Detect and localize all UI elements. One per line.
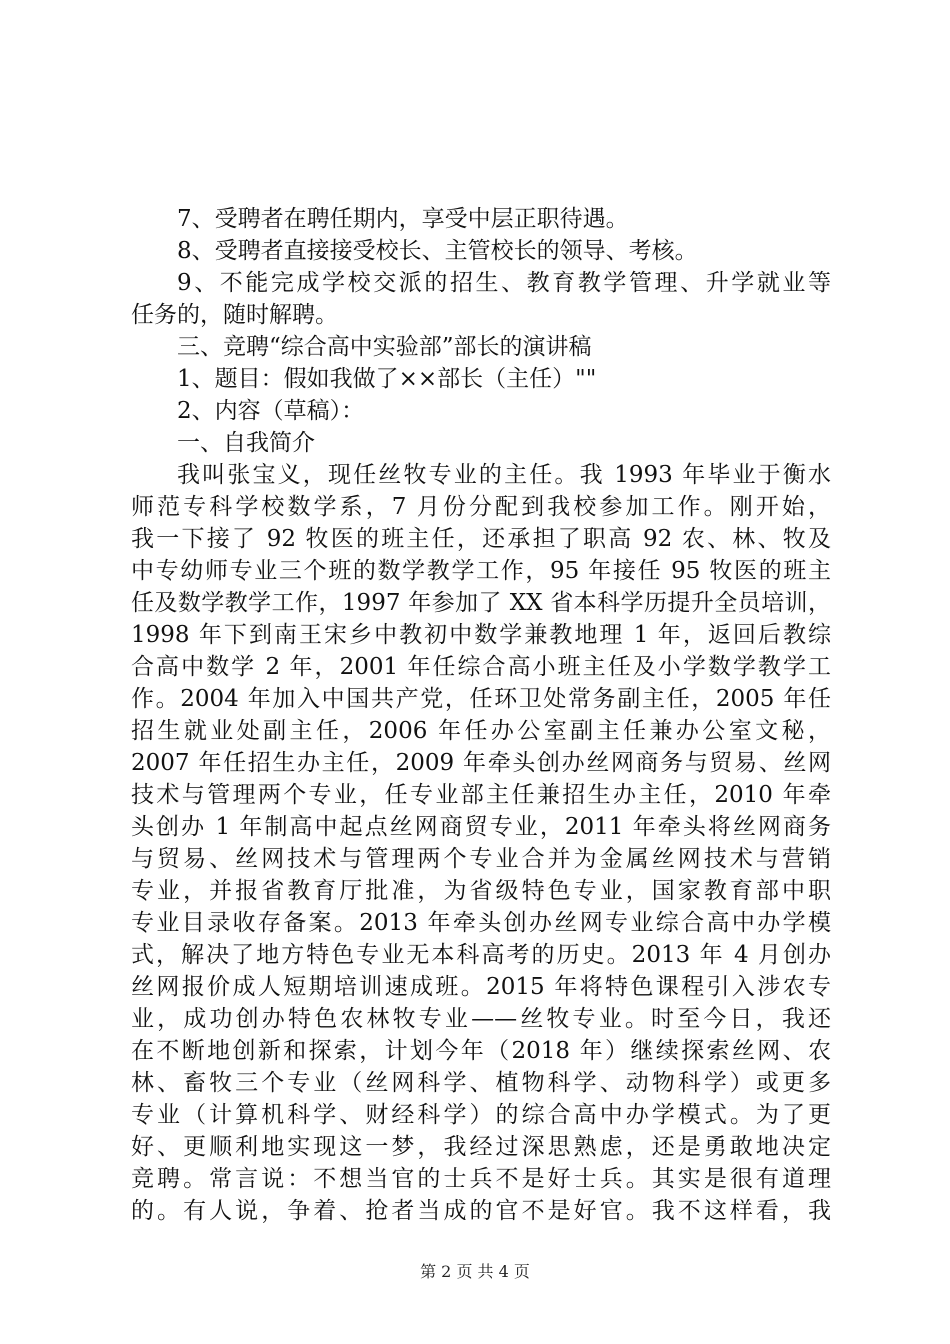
- paragraph-line: 式，解决了地方特色专业无本科高考的历史。2013 年 4 月创办: [131, 942, 831, 968]
- paragraph-line: 的。有人说，争着、抢者当成的官不是好官。我不这样看，我: [131, 1198, 831, 1224]
- page-footer: 第 2 页 共 4 页: [420, 1262, 530, 1281]
- paragraph-line: 专业目录收存备案。2013 年牵头创办丝网专业综合高中办学模: [131, 910, 831, 936]
- paragraph-line: 任及数学教学工作，1997 年参加了 XX 省本科学历提升全员培训，: [131, 590, 831, 616]
- paragraph-line: 业，成功创办特色农林牧专业——丝牧专业。时至今日，我还: [131, 1006, 831, 1032]
- paragraph-line: 7、受聘者在聘任期内，享受中层正职待遇。: [177, 206, 629, 232]
- paragraph-line: 作。2004 年加入中国共产党，任环卫处常务副主任，2005 年任: [131, 686, 831, 712]
- paragraph-line: 林、畜牧三个专业（丝网科学、植物科学、动物科学）或更多: [131, 1070, 831, 1096]
- paragraph-line: 好、更顺利地实现这一梦，我经过深思熟虑，还是勇敢地决定: [131, 1134, 831, 1160]
- paragraph-line: 1998 年下到南王宋乡中教初中数学兼教地理 1 年，返回后教综: [131, 622, 831, 648]
- paragraph-line: 师范专科学校数学系，7 月份分配到我校参加工作。刚开始，: [131, 494, 831, 520]
- paragraph-line: 任务的，随时解聘。: [131, 302, 338, 328]
- paragraph-line: 专业，并报省教育厅批准，为省级特色专业，国家教育部中职: [131, 878, 831, 904]
- paragraph-line: 与贸易、丝网技术与管理两个专业合并为金属丝网技术与营销: [131, 846, 831, 872]
- paragraph-line: 2007 年任招生办主任，2009 年牵头创办丝网商务与贸易、丝网: [131, 750, 831, 776]
- document-body: [131, 203, 831, 1227]
- paragraph-line: 在不断地创新和探索，计划今年（2018 年）继续探索丝网、农: [131, 1038, 831, 1064]
- paragraph-line: 中专幼师专业三个班的数学教学工作，95 年接任 95 牧医的班主: [131, 558, 831, 584]
- section-heading: 三、竞聘“综合高中实验部”部长的演讲稿: [177, 334, 592, 360]
- paragraph-line: 专业（计算机科学、财经科学）的综合高中办学模式。为了更: [131, 1102, 831, 1128]
- paragraph-line: 招生就业处副主任，2006 年任办公室副主任兼办公室文秘，: [131, 718, 831, 744]
- paragraph-line: 竞聘。常言说：不想当官的士兵不是好士兵。其实是很有道理: [131, 1166, 831, 1192]
- paragraph-line: 9、不能完成学校交派的招生、教育教学管理、升学就业等: [177, 270, 831, 296]
- paragraph-line: 1、题目：假如我做了××部长（主任）"": [177, 366, 597, 392]
- paragraph-line: 8、受聘者直接接受校长、主管校长的领导、考核。: [177, 238, 698, 264]
- paragraph-line: 合高中数学 2 年，2001 年任综合高小班主任及小学数学教学工: [131, 654, 831, 680]
- paragraph-line: 我一下接了 92 牧医的班主任，还承担了职高 92 农、林、牧及: [131, 526, 831, 552]
- paragraph-line: 技术与管理两个专业，任专业部主任兼招生办主任，2010 年牵: [131, 782, 831, 808]
- paragraph-line: 我叫张宝义，现任丝牧专业的主任。我 1993 年毕业于衡水: [177, 462, 831, 488]
- paragraph-line: 2、内容（草稿）：: [177, 398, 365, 424]
- paragraph-line: 丝网报价成人短期培训速成班。2015 年将特色课程引入涉农专: [131, 974, 831, 1000]
- section-heading: 一、自我简介: [177, 430, 315, 456]
- paragraph-line: 头创办 1 年制高中起点丝网商贸专业，2011 年牵头将丝网商务: [131, 814, 831, 840]
